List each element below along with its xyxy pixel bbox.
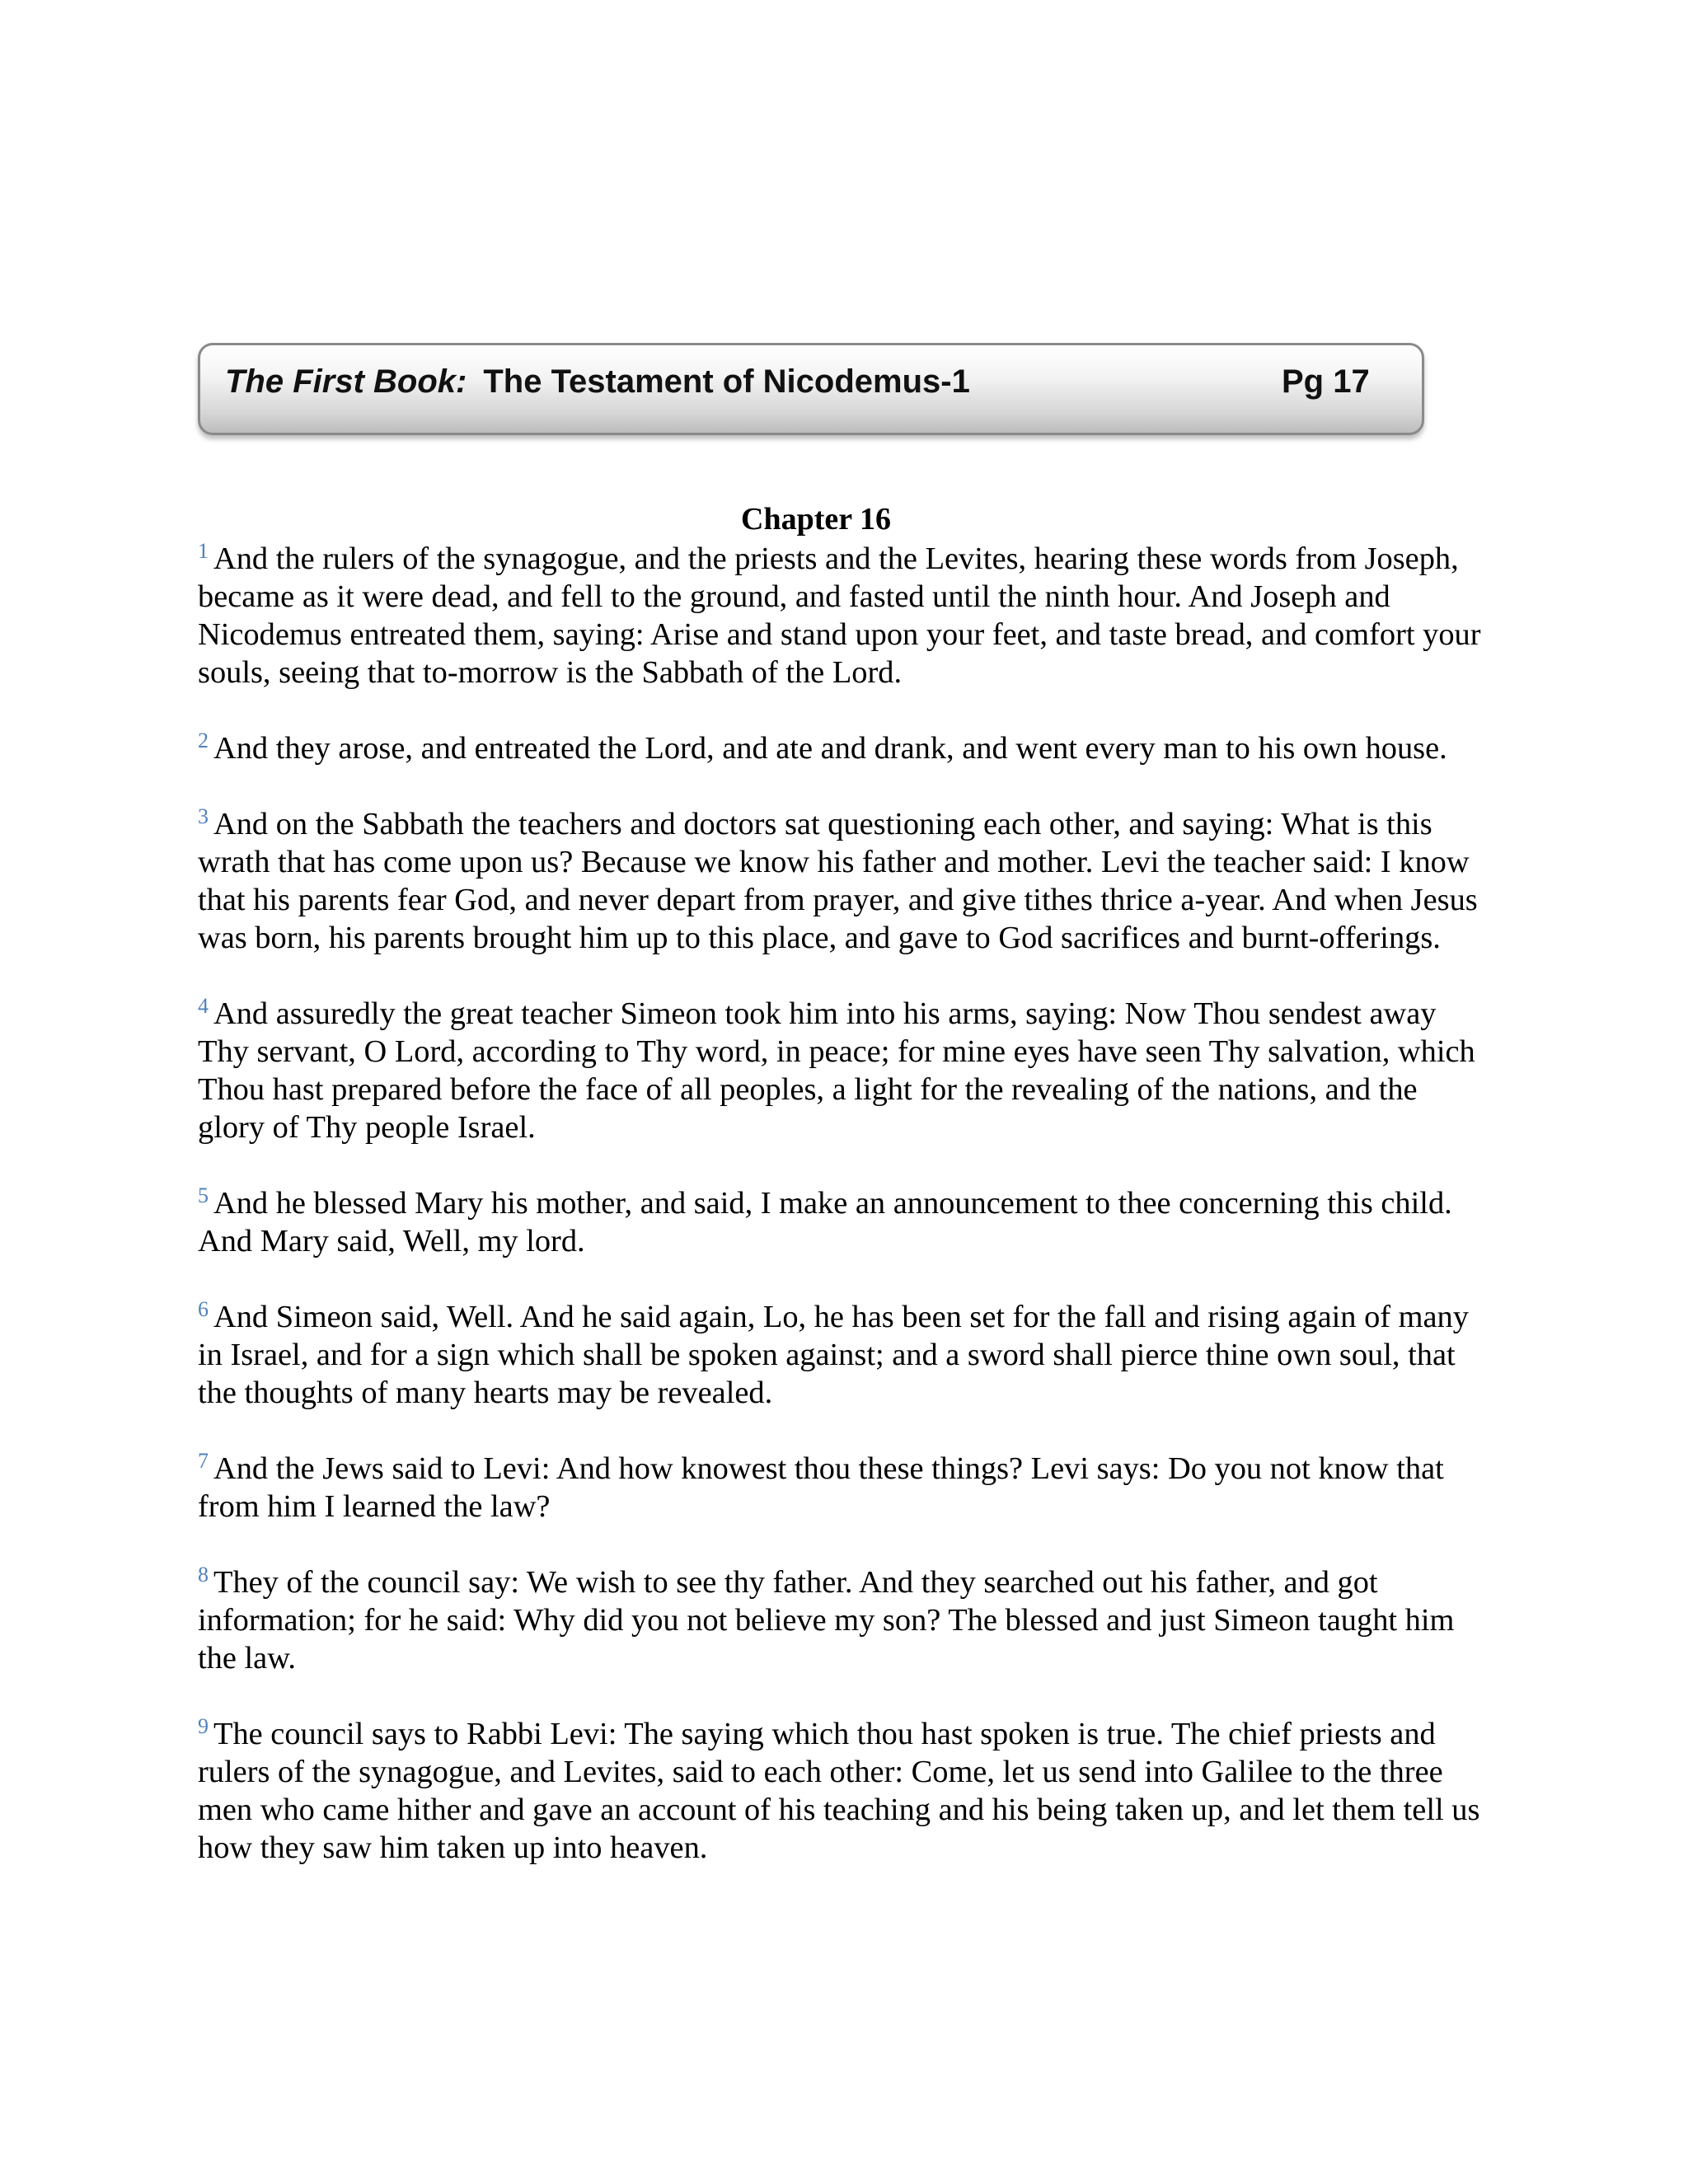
verse-text: And Simeon said, Well. And he said again, Lo, he has been set for the fall and rising again of many in Israel, and for a sign which shall be spoken against; and a sword shall pierce thine own soul, that the thoughts of many hearts may be revealed.: [198, 1300, 1469, 1410]
verse-number: 6: [198, 1297, 209, 1321]
verse-number: 8: [198, 1563, 209, 1586]
verse-text: And he blessed Mary his mother, and said, I make an announcement to thee concerning this child. And Mary said, Well, my lord.: [198, 1186, 1452, 1258]
verse-9: [198, 1715, 1492, 1867]
verse-text: And assuredly the great teacher Simeon took him into his arms, saying: Now Thou sendest away Thy servant, O Lord, according to Thy word, in peace; for mine eyes have seen Thy salvation, which Thou hast prepared before the face of all peoples, a light for the revealing of the nations, and the glory of Thy people Israel.: [198, 996, 1475, 1145]
verse-text: They of the council say: We wish to see thy father. And they searched out his father, and got information; for he said: Why did you not believe my son? The blessed and just Simeon taught him the law.: [198, 1565, 1455, 1675]
verse-text: And the Jews said to Levi: And how knowest thou these things? Levi says: Do you not know that from him I learned the law?: [198, 1451, 1444, 1524]
page-header-banner: [198, 343, 1424, 435]
verse-4: [198, 995, 1492, 1146]
header-testament-title: The Testament of Nicodemus-1: [483, 363, 970, 400]
verse-number: 1: [198, 539, 209, 563]
verse-number: 5: [198, 1183, 209, 1207]
verse-text: The council says to Rabbi Levi: The saying which thou hast spoken is true. The chief priests and rulers of the synagogue, and Levites, said to each other: Come, let us send into Galilee to the three men who came hither and gave an account of his teaching and his being taken up, and let them tell us how they saw him taken up into heaven.: [198, 1717, 1480, 1865]
verse-number: 9: [198, 1714, 209, 1738]
header-book-label: The First Book:: [225, 363, 467, 400]
verse-7: [198, 1450, 1492, 1526]
verse-text: And on the Sabbath the teachers and doctors sat questioning each other, and saying: What is this wrath that has come upon us? Because we know his father and mother. Levi the teacher said: I know that his parents fear God, and never depart from prayer, and give tithes thrice a-year. And when Jesus was born, his parents brought him up to this place, and gave to God sacrifices and burnt-offerings.: [198, 807, 1478, 955]
verse-1: [198, 540, 1492, 691]
verse-5: [198, 1184, 1492, 1260]
verse-3: [198, 805, 1492, 957]
verse-number: 4: [198, 994, 209, 1018]
verse-2: [198, 729, 1492, 767]
verse-8: [198, 1563, 1492, 1677]
chapter-heading: Chapter 16: [741, 502, 891, 537]
verse-text: And the rulers of the synagogue, and the priests and the Levites, hearing these words from Joseph, became as it were dead, and fell to the ground, and fasted until the ninth hour. And Joseph and Nicodemus entreated them, saying: Arise and stand upon your feet, and taste bread, and comfort your souls, seeing that to-morrow is the Sabbath of the Lord.: [198, 541, 1481, 690]
verse-text: And they arose, and entreated the Lord, and ate and drank, and went every man to his own house.: [213, 731, 1447, 766]
verse-number: 3: [198, 804, 209, 828]
header-title: [225, 363, 970, 401]
verse-6: [198, 1298, 1492, 1412]
header-page-number: Pg 17: [1282, 363, 1370, 400]
verse-number: 7: [198, 1449, 209, 1473]
verses-body: [198, 540, 1492, 1905]
verse-number: 2: [198, 729, 209, 752]
